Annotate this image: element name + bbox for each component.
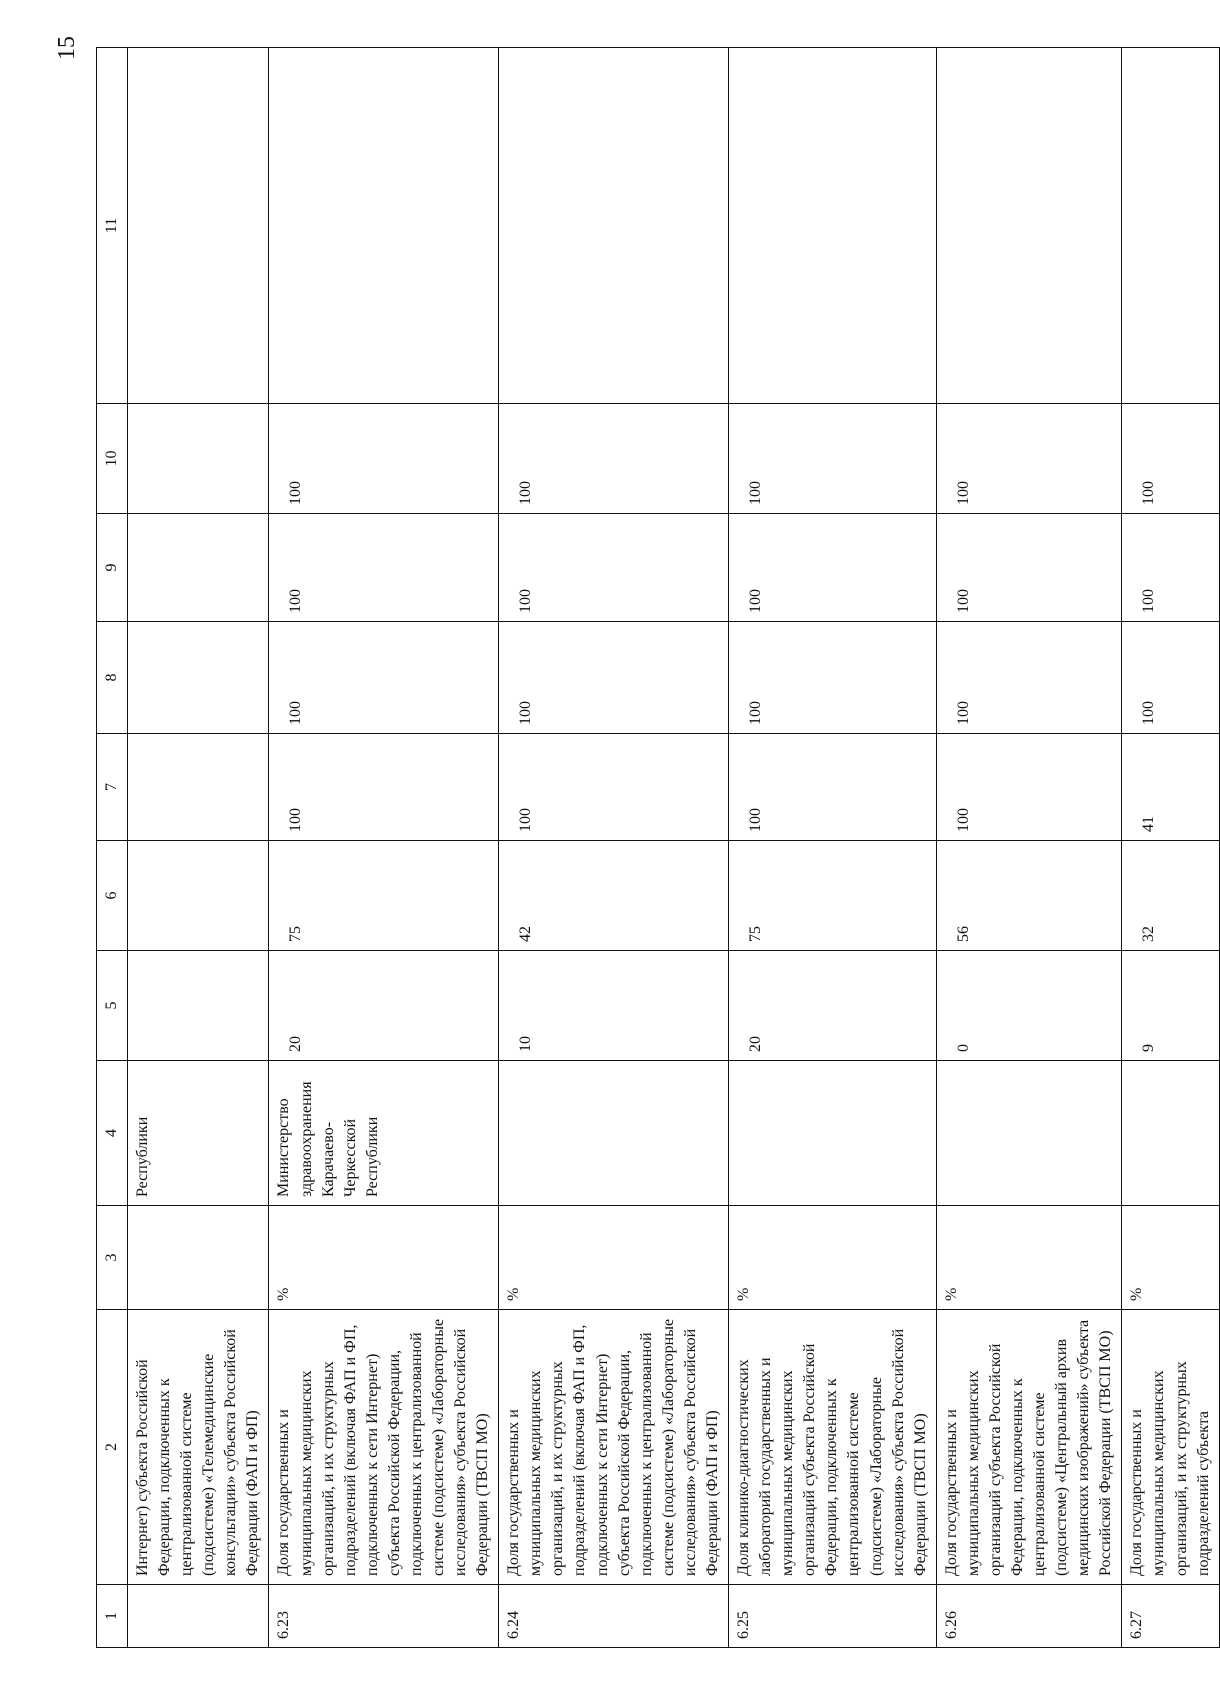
value-cell: 100	[729, 622, 937, 734]
unit-cell	[128, 1206, 269, 1310]
column-header: 3	[97, 1206, 128, 1310]
indicator-name-cell: Доля государственных и муниципальных медицинских организаций, и их структурных подразделений (включая ФАП и ФП, подключенных к сети Интернет) субъекта Российской Федерации, подключенных к централизованной системе (подсистеме) «Лабораторные исследования» субъекта Российской Федерации (ТВСП МО)	[269, 1310, 499, 1585]
row-number-cell: 6.24	[499, 1585, 729, 1648]
header-row	[97, 48, 128, 1648]
row-number-cell: 6.25	[729, 1585, 937, 1648]
value-cell	[128, 841, 269, 951]
responsible-cell: Министерство здравоохранения Карачаево-Черкесской Республики	[269, 1061, 499, 1206]
value-cell: 100	[269, 404, 499, 514]
responsible-cell	[1122, 1061, 1219, 1206]
column-header: 5	[97, 951, 128, 1061]
value-cell: 100	[499, 622, 729, 734]
column-header: 8	[97, 622, 128, 734]
value-cell: 100	[936, 734, 1122, 841]
value-cell: 100	[269, 514, 499, 622]
table-row	[936, 48, 1122, 1648]
column-header: 4	[97, 1061, 128, 1206]
unit-cell: %	[499, 1206, 729, 1310]
value-cell: 100	[499, 734, 729, 841]
value-cell: 75	[269, 841, 499, 951]
unit-cell: %	[936, 1206, 1122, 1310]
indicator-name-cell: Доля государственных и муниципальных медицинских организаций, и их структурных подразделений субъекта	[1122, 1310, 1219, 1585]
row-number-cell	[128, 1585, 269, 1648]
responsible-cell	[499, 1061, 729, 1206]
value-cell: 100	[729, 734, 937, 841]
indicator-name-cell: Интернет) субъекта Российской Федерации, подключенных к централизованной системе (подсистеме) «Телемедицинские консультации» субъекта Российской Федерации (ФАП и ФП)	[128, 1310, 269, 1585]
responsible-cell	[729, 1061, 937, 1206]
column-header: 10	[97, 404, 128, 514]
table-row	[499, 48, 729, 1648]
table-row	[128, 48, 269, 1648]
value-cell: 75	[729, 841, 937, 951]
value-cell	[128, 734, 269, 841]
value-cell: 42	[499, 841, 729, 951]
value-cell	[1122, 48, 1219, 404]
table-row	[269, 48, 499, 1648]
value-cell	[128, 514, 269, 622]
value-cell: 20	[729, 951, 937, 1061]
value-cell: 100	[936, 622, 1122, 734]
value-cell	[936, 48, 1122, 404]
value-cell: 100	[499, 404, 729, 514]
value-cell	[729, 48, 937, 404]
table-row	[729, 48, 937, 1648]
column-header: 2	[97, 1310, 128, 1585]
value-cell	[128, 404, 269, 514]
value-cell: 41	[1122, 734, 1219, 841]
value-cell: 100	[269, 622, 499, 734]
column-header: 1	[97, 1585, 128, 1648]
indicators-table	[96, 47, 1220, 1648]
table-row	[1122, 48, 1219, 1648]
unit-cell: %	[1122, 1206, 1219, 1310]
column-header: 6	[97, 841, 128, 951]
value-cell	[128, 48, 269, 404]
value-cell: 100	[269, 734, 499, 841]
indicator-name-cell: Доля государственных и муниципальных медицинских организаций, и их структурных подразделений (включая ФАП и ФП, подключенных к сети Интернет) субъекта Российской Федерации, подключенных к централизованной системе (подсистеме) «Лабораторные исследования» субъекта Российской Федерации (ФАП и ФП)	[499, 1310, 729, 1585]
page-number: 15	[54, 36, 80, 60]
value-cell: 0	[936, 951, 1122, 1061]
indicator-name-cell: Доля клинико-диагностических лабораторий государственных и муниципальных медицинских организаций субъекта Российской Федерации, подключенных к централизованной системе (подсистеме) «Лабораторные исследования» субъекта Российской Федерации (ТВСП МО)	[729, 1310, 937, 1585]
value-cell	[128, 622, 269, 734]
value-cell: 10	[499, 951, 729, 1061]
row-number-cell: 6.26	[936, 1585, 1122, 1648]
value-cell: 32	[1122, 841, 1219, 951]
column-header: 7	[97, 734, 128, 841]
row-number-cell: 6.23	[269, 1585, 499, 1648]
value-cell: 100	[936, 514, 1122, 622]
value-cell	[128, 951, 269, 1061]
unit-cell: %	[269, 1206, 499, 1310]
value-cell: 100	[1122, 622, 1219, 734]
value-cell: 100	[729, 514, 937, 622]
column-header: 9	[97, 514, 128, 622]
value-cell: 56	[936, 841, 1122, 951]
value-cell: 100	[936, 404, 1122, 514]
column-header: 11	[97, 48, 128, 404]
rotated-table-page	[96, 48, 1212, 1648]
value-cell: 100	[729, 404, 937, 514]
value-cell: 9	[1122, 951, 1219, 1061]
row-number-cell: 6.27	[1122, 1585, 1219, 1648]
indicator-name-cell: Доля государственных и муниципальных медицинских организаций субъекта Российской Федерации, подключенных к централизованной системе (подсистеме) «Центральный архив медицинских изображений» субъекта Российской Федерации (ТВСП МО)	[936, 1310, 1122, 1585]
value-cell	[499, 48, 729, 404]
value-cell: 100	[499, 514, 729, 622]
value-cell: 20	[269, 951, 499, 1061]
value-cell: 100	[1122, 404, 1219, 514]
responsible-cell: Республики	[128, 1061, 269, 1206]
value-cell	[269, 48, 499, 404]
value-cell: 100	[1122, 514, 1219, 622]
responsible-cell	[936, 1061, 1122, 1206]
unit-cell: %	[729, 1206, 937, 1310]
